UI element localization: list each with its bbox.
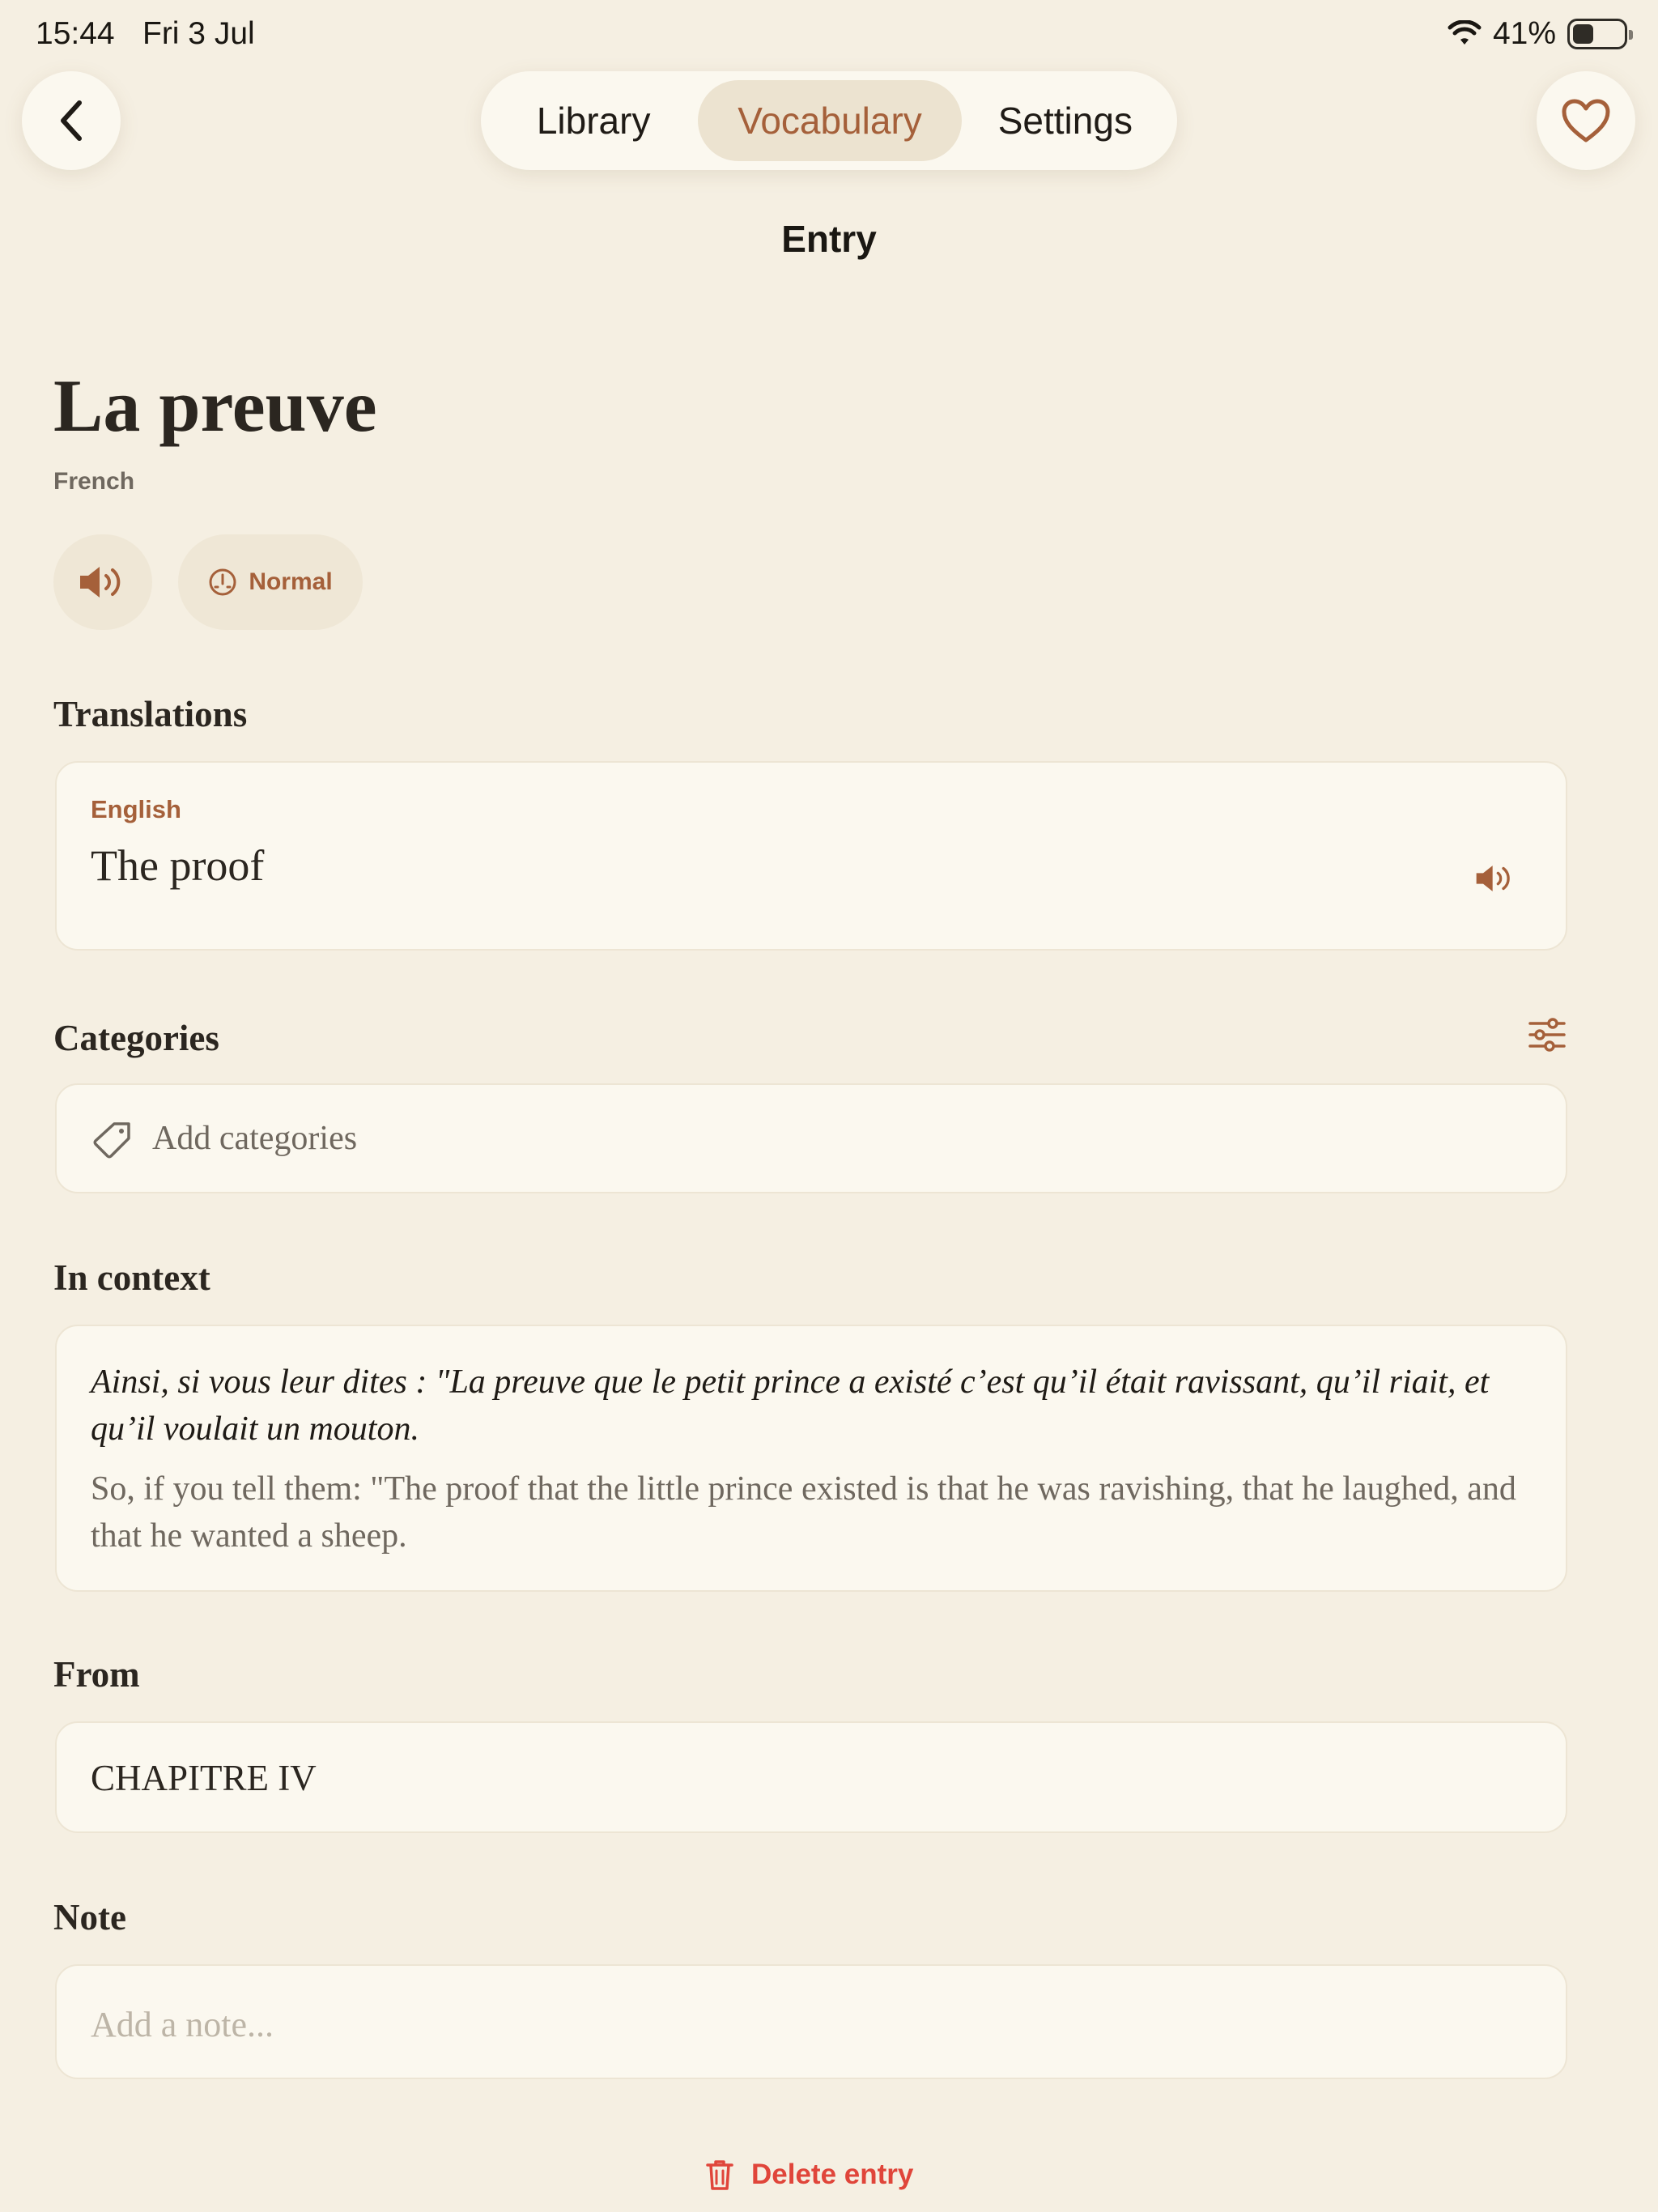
- wifi-icon: [1448, 20, 1482, 48]
- status-time: 15:44: [36, 16, 115, 51]
- status-bar: [0, 0, 1658, 73]
- context-card: [55, 1325, 1567, 1592]
- battery-level: [1573, 24, 1593, 44]
- tab-library[interactable]: Library: [536, 100, 651, 142]
- status-date: Fri 3 Jul: [142, 16, 255, 51]
- context-heading: In context: [53, 1257, 210, 1298]
- source-card[interactable]: [55, 1721, 1567, 1833]
- speaker-icon: [1475, 863, 1516, 894]
- entry-word: La preuve: [53, 364, 377, 447]
- translations-heading: Translations: [53, 694, 248, 734]
- context-translation-text: So, if you tell them: "The proof that the little prince existed is that he was ravishing, that he laughed, and that he wanted a sheep.: [91, 1470, 1516, 1555]
- delete-entry-label: Delete entry: [751, 2159, 914, 2190]
- source-chapter: CHAPITRE IV: [91, 1758, 317, 1798]
- speed-button[interactable]: [178, 534, 363, 630]
- tag-icon: [92, 1121, 133, 1161]
- tab-vocabulary[interactable]: Vocabulary: [698, 80, 961, 161]
- battery-icon: [1567, 19, 1627, 49]
- speed-label: Normal: [249, 568, 333, 595]
- translation-language: English: [91, 795, 181, 823]
- source-heading: From: [53, 1654, 140, 1695]
- speedometer-icon: [208, 568, 237, 597]
- categories-filter-button[interactable]: [1528, 1017, 1566, 1057]
- tab-settings[interactable]: Settings: [997, 100, 1133, 142]
- translation-text: The proof: [91, 841, 265, 890]
- add-categories-label: Add categories: [152, 1120, 358, 1157]
- entry-language: French: [53, 468, 135, 495]
- note-heading: Note: [53, 1897, 126, 1938]
- delete-entry-button[interactable]: [706, 2159, 913, 2191]
- translation-card: [55, 761, 1567, 951]
- add-categories-field[interactable]: [55, 1083, 1567, 1193]
- screen-title: Entry: [781, 218, 877, 260]
- heart-icon: [1560, 97, 1612, 144]
- favorite-button[interactable]: [1537, 71, 1635, 170]
- status-indicators: [1448, 16, 1627, 52]
- context-original-text: Ainsi, si vous leur dites : "La preuve que le petit prince a existé c’est qu’il était ravissant, qu’il riait, et qu’il voulait un mouton.: [91, 1363, 1490, 1448]
- pronounce-button[interactable]: [53, 534, 152, 630]
- categories-heading: Categories: [53, 1018, 219, 1058]
- note-card: [55, 1964, 1567, 2079]
- chevron-left-icon: [53, 98, 89, 143]
- trash-icon: [706, 2159, 733, 2191]
- back-button[interactable]: [22, 71, 121, 170]
- battery-percentage: 41%: [1492, 16, 1556, 51]
- sliders-icon: [1528, 1017, 1566, 1053]
- note-input[interactable]: [91, 1998, 1532, 2050]
- section-tabs: [481, 71, 1177, 170]
- translation-pronounce-button[interactable]: [1475, 863, 1516, 898]
- speaker-icon: [79, 564, 127, 600]
